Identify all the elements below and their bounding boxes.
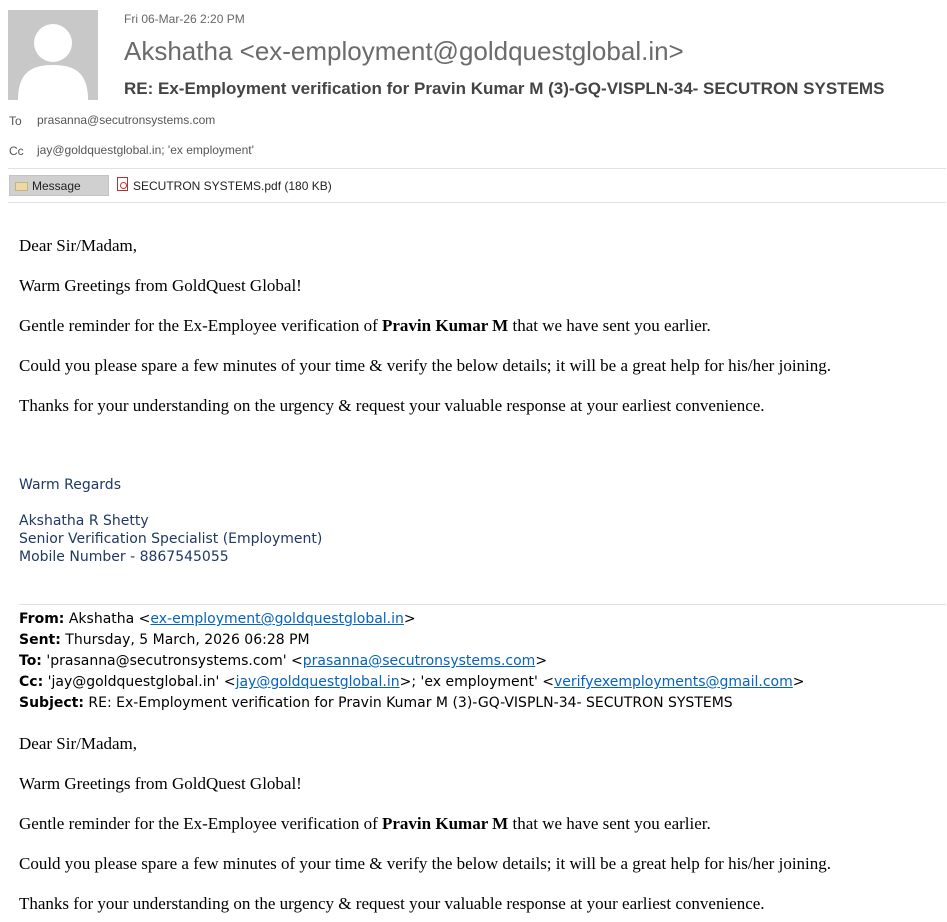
pdf-icon: [117, 177, 128, 191]
candidate-name: Pravin Kumar M: [382, 316, 509, 335]
fwd-body-line-3: Could you please spare a few minutes of your time & verify the below details; it will be a great help for his/her joining.: [19, 854, 832, 873]
fwd-body-line-2: Gentle reminder for the Ex-Employee verification of Pravin Kumar M that we have sent you earlier.: [19, 814, 711, 833]
body-line-3: Could you please spare a few minutes of your time & verify the below details; it will be a great help for his/her joining.: [19, 356, 832, 375]
received-date: Fri 06-Mar-26 2:20 PM: [124, 12, 245, 26]
signature-regards: Warm Regards: [19, 477, 121, 493]
cc-label: Cc: [9, 144, 24, 158]
sender-name[interactable]: Akshatha <ex-employment@goldquestglobal.in>: [124, 36, 684, 66]
signature-title: Senior Verification Specialist (Employment): [19, 531, 323, 547]
body-line-1: Warm Greetings from GoldQuest Global!: [19, 276, 302, 295]
fwd-from: From: Akshatha <ex-employment@goldquestglobal.in>: [19, 611, 416, 627]
to-recipients[interactable]: prasanna@secutronsystems.com: [37, 113, 216, 127]
person-icon: [8, 10, 98, 100]
signature-name: Akshatha R Shetty: [19, 513, 149, 529]
fwd-cc-email-1[interactable]: jay@goldquestglobal.in: [235, 674, 400, 690]
fwd-body-greeting: Dear Sir/Madam,: [19, 734, 138, 753]
attachment-file[interactable]: [133, 179, 332, 193]
forward-divider: [19, 604, 946, 605]
fwd-cc: Cc: 'jay@goldquestglobal.in' <jay@goldquestglobal.in>; 'ex employment' <verifyexemployments@gmail.com>: [19, 674, 805, 690]
message-tab-label: Message: [32, 179, 81, 193]
fwd-subject: Subject: RE: Ex-Employment verification for Pravin Kumar M (3)-GQ-VISPLN-34- SECUTRON SYSTEMS: [19, 695, 733, 711]
fwd-body-line-4: Thanks for your understanding on the urgency & request your valuable response at your earliest convenience.: [19, 894, 765, 913]
fwd-to-email[interactable]: prasanna@secutronsystems.com: [302, 653, 536, 669]
fwd-body-line-1: Warm Greetings from GoldQuest Global!: [19, 774, 302, 793]
body-line-4: Thanks for your understanding on the urgency & request your valuable response at your earliest convenience.: [19, 396, 765, 415]
fwd-cc-email-2[interactable]: verifyexemployments@gmail.com: [554, 674, 793, 690]
cc-recipients[interactable]: jay@goldquestglobal.in; 'ex employment': [37, 143, 254, 157]
fwd-from-email[interactable]: ex-employment@goldquestglobal.in: [150, 611, 404, 627]
signature-mobile: Mobile Number - 8867545055: [19, 549, 229, 565]
email-subject: RE: Ex-Employment verification for Pravin Kumar M (3)-GQ-VISPLN-34- SECUTRON SYSTEMS: [124, 79, 885, 98]
attachment-size: (180 KB): [284, 179, 332, 193]
attachment-name: SECUTRON SYSTEMS.pdf: [133, 179, 282, 193]
body-greeting: Dear Sir/Madam,: [19, 236, 138, 255]
attachment-divider: [8, 202, 946, 203]
sender-avatar: [8, 10, 98, 100]
envelope-icon: [15, 182, 28, 191]
body-line-2: Gentle reminder for the Ex-Employee verification of Pravin Kumar M that we have sent you earlier.: [19, 316, 711, 335]
to-label: To: [9, 114, 22, 128]
fwd-candidate-name: Pravin Kumar M: [382, 814, 509, 833]
fwd-sent: Sent: Thursday, 5 March, 2026 06:28 PM: [19, 632, 310, 648]
header-divider: [8, 168, 946, 169]
fwd-to: To: 'prasanna@secutronsystems.com' <prasanna@secutronsystems.com>: [19, 653, 548, 669]
message-tab[interactable]: [9, 175, 109, 196]
